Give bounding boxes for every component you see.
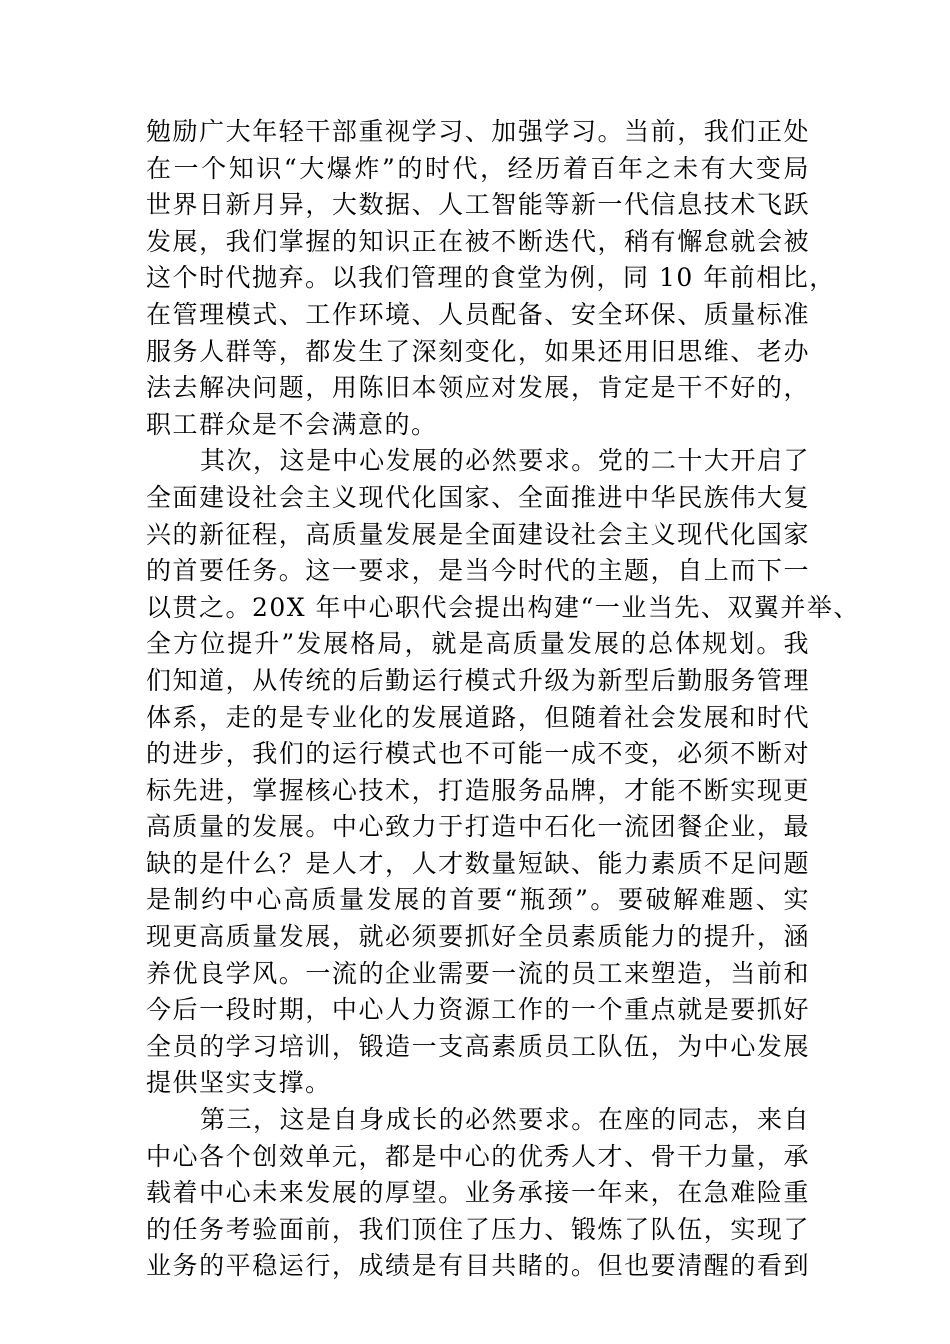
text-line: 的任务考验面前，我们顶住了压力、锻炼了队伍，实现了: [146, 1214, 810, 1244]
paragraph-3: [146, 1102, 810, 1285]
text-line: 兴的新征程，高质量发展是全面建设社会主义现代化国家: [146, 519, 810, 549]
text-line: 载着中心未来发展的厚望。业务承接一年来，在急难险重: [146, 1178, 810, 1208]
text-line: 高质量的发展。中心致力于打造中石化一流团餐企业，最: [146, 812, 810, 842]
text-line: 全面建设社会主义现代化国家、全面推进中华民族伟大复: [146, 482, 810, 512]
text-line: 的首要任务。这一要求，是当今时代的主题，自上而下一: [146, 556, 810, 586]
text-line: 提供坚实支撑。: [146, 1068, 332, 1098]
text-line: 中心各个创效单元，都是中心的优秀人才、骨干力量，承: [146, 1141, 810, 1171]
paragraph-1: [146, 114, 836, 443]
text-line: 体系，走的是专业化的发展道路，但随着社会发展和时代: [146, 702, 810, 732]
text-line: 全员的学习培训，锻造一支高素质员工队伍，为中心发展: [146, 1031, 810, 1061]
text-line: 的进步，我们的运行模式也不可能一成不变，必须不断对: [146, 739, 810, 769]
text-line: 在一个知识“大爆炸”的时代，经历着百年之未有大变局: [146, 153, 810, 183]
text-line: 现更高质量发展，就必须要抓好全员素质能力的提升，涵: [146, 922, 810, 952]
text-line: 今后一段时期，中心人力资源工作的一个重点就是要抓好: [146, 995, 810, 1025]
text-line: 养优良学风。一流的企业需要一流的员工来塑造，当前和: [146, 958, 810, 988]
text-line: 是制约中心高质量发展的首要“瓶颈”。要破解难题、实: [146, 885, 810, 915]
text-line: 服务人群等，都发生了深刻变化，如果还用旧思维、老办: [146, 336, 810, 366]
text-line: 缺的是什么？是人才，人才数量短缺、能力素质不足问题: [146, 848, 810, 878]
text-line: 标先进，掌握核心技术，打造服务品牌，才能不断实现更: [146, 775, 810, 805]
text-line: 以贯之。20X 年中心职代会提出构建“一业当先、双翼并举、: [146, 592, 860, 622]
text-line: 法去解决问题，用陈旧本领应对发展，肯定是干不好的，: [146, 373, 810, 403]
text-line: 发展，我们掌握的知识正在被不断迭代，稍有懈怠就会被: [146, 226, 810, 256]
text-line: 世界日新月异，大数据、人工智能等新一代信息技术飞跃: [146, 190, 810, 220]
text-line: 业务的平稳运行，成绩是有目共睹的。但也要清醒的看到: [146, 1251, 810, 1281]
text-line: 这个时代抛弃。以我们管理的食堂为例，同 10 年前相比，: [146, 263, 836, 293]
text-line: 勉励广大年轻干部重视学习、加强学习。当前，我们正处: [146, 117, 810, 146]
text-line: 们知道，从传统的后勤运行模式升级为新型后勤服务管理: [146, 665, 810, 695]
document-body: [146, 114, 860, 1285]
text-line: 全方位提升”发展格局，就是高质量发展的总体规划。我: [146, 629, 810, 659]
text-line: 在管理模式、工作环境、人员配备、安全环保、质量标准: [146, 299, 810, 329]
text-line: 其次，这是中心发展的必然要求。党的二十大开启了: [200, 446, 810, 476]
paragraph-2: [146, 443, 860, 1102]
text-line: 职工群众是不会满意的。: [146, 409, 438, 439]
text-line: 第三，这是自身成长的必然要求。在座的同志，来自: [200, 1105, 810, 1135]
